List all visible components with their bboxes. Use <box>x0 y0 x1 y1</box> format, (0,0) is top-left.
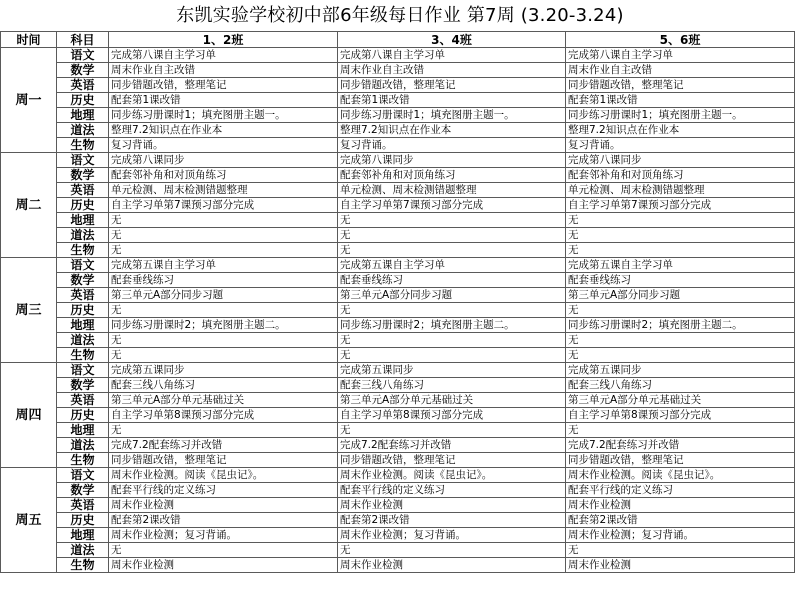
class-1-2-cell: 自主学习单第7课预习部分完成 <box>109 198 338 213</box>
class-5-6-cell: 配套第1课改错 <box>566 93 795 108</box>
class-1-2-cell: 配套三线八角练习 <box>109 378 338 393</box>
homework-body <box>1 48 795 573</box>
day-label: 周四 <box>1 363 57 468</box>
class-1-2-cell: 无 <box>109 333 338 348</box>
subject-cell: 地理 <box>57 108 109 123</box>
subject-cell: 地理 <box>57 528 109 543</box>
table-row <box>1 348 795 363</box>
subject-cell: 生物 <box>57 348 109 363</box>
class-3-4-cell: 无 <box>338 243 566 258</box>
table-row <box>1 48 795 63</box>
class-3-4-cell: 无 <box>338 333 566 348</box>
subject-cell: 道法 <box>57 543 109 558</box>
class-3-4-cell: 周末作业检测 <box>338 558 566 573</box>
subject-cell: 道法 <box>57 123 109 138</box>
class-5-6-cell: 配套第2课改错 <box>566 513 795 528</box>
subject-cell: 道法 <box>57 228 109 243</box>
subject-cell: 语文 <box>57 363 109 378</box>
class-5-6-cell: 复习背诵。 <box>566 138 795 153</box>
table-row <box>1 423 795 438</box>
class-5-6-cell: 周末作业检测；复习背诵。 <box>566 528 795 543</box>
subject-cell: 英语 <box>57 78 109 93</box>
class-1-2-cell: 复习背诵。 <box>109 138 338 153</box>
table-row <box>1 483 795 498</box>
subject-cell: 道法 <box>57 333 109 348</box>
class-3-4-cell: 无 <box>338 423 566 438</box>
table-row <box>1 393 795 408</box>
subject-cell: 英语 <box>57 183 109 198</box>
class-5-6-cell: 无 <box>566 228 795 243</box>
table-row <box>1 438 795 453</box>
class-5-6-cell: 同步错题改错，整理笔记 <box>566 453 795 468</box>
header-class-5-6: 5、6班 <box>566 32 795 48</box>
table-row <box>1 243 795 258</box>
table-row <box>1 543 795 558</box>
table-row <box>1 93 795 108</box>
class-5-6-cell: 完成7.2配套练习并改错 <box>566 438 795 453</box>
table-row <box>1 138 795 153</box>
class-3-4-cell: 无 <box>338 348 566 363</box>
class-3-4-cell: 同步练习册课时1；填充图册主题一。 <box>338 108 566 123</box>
class-5-6-cell: 周末作业检测 <box>566 558 795 573</box>
class-5-6-cell: 完成第八课自主学习单 <box>566 48 795 63</box>
class-5-6-cell: 配套邻补角和对顶角练习 <box>566 168 795 183</box>
table-row <box>1 183 795 198</box>
class-3-4-cell: 无 <box>338 213 566 228</box>
subject-cell: 语文 <box>57 258 109 273</box>
class-1-2-cell: 同步练习册课时2；填充图册主题二。 <box>109 318 338 333</box>
subject-cell: 数学 <box>57 378 109 393</box>
subject-cell: 地理 <box>57 213 109 228</box>
header-row <box>1 32 795 48</box>
subject-cell: 英语 <box>57 393 109 408</box>
page-title: 东凯实验学校初中部6年级每日作业 第7周 (3.20-3.24) <box>176 5 624 26</box>
class-1-2-cell: 周末作业检测 <box>109 498 338 513</box>
subject-cell: 英语 <box>57 498 109 513</box>
class-1-2-cell: 周末作业检测。阅读《昆虫记》。 <box>109 468 338 483</box>
class-1-2-cell: 无 <box>109 213 338 228</box>
class-5-6-cell: 完成第五课自主学习单 <box>566 258 795 273</box>
subject-cell: 数学 <box>57 273 109 288</box>
class-1-2-cell: 周末作业自主改错 <box>109 63 338 78</box>
table-row <box>1 303 795 318</box>
class-5-6-cell: 无 <box>566 543 795 558</box>
class-3-4-cell: 无 <box>338 228 566 243</box>
class-3-4-cell: 配套邻补角和对顶角练习 <box>338 168 566 183</box>
table-row <box>1 333 795 348</box>
table-row <box>1 153 795 168</box>
class-1-2-cell: 同步错题改错，整理笔记 <box>109 453 338 468</box>
homework-table <box>0 31 795 573</box>
subject-cell: 道法 <box>57 438 109 453</box>
class-3-4-cell: 配套第2课改错 <box>338 513 566 528</box>
class-1-2-cell: 周末作业检测；复习背诵。 <box>109 528 338 543</box>
class-1-2-cell: 无 <box>109 348 338 363</box>
class-1-2-cell: 无 <box>109 423 338 438</box>
subject-cell: 语文 <box>57 153 109 168</box>
class-3-4-cell: 自主学习单第8课预习部分完成 <box>338 408 566 423</box>
class-5-6-cell: 无 <box>566 213 795 228</box>
subject-cell: 历史 <box>57 303 109 318</box>
class-3-4-cell: 单元检测、周末检测错题整理 <box>338 183 566 198</box>
class-3-4-cell: 周末作业检测 <box>338 498 566 513</box>
subject-cell: 生物 <box>57 243 109 258</box>
class-3-4-cell: 周末作业检测；复习背诵。 <box>338 528 566 543</box>
subject-cell: 历史 <box>57 198 109 213</box>
table-row <box>1 168 795 183</box>
table-row <box>1 228 795 243</box>
class-5-6-cell: 无 <box>566 348 795 363</box>
table-row <box>1 108 795 123</box>
class-3-4-cell: 周末作业自主改错 <box>338 63 566 78</box>
table-row <box>1 198 795 213</box>
class-1-2-cell: 单元检测、周末检测错题整理 <box>109 183 338 198</box>
class-1-2-cell: 整理7.2知识点在作业本 <box>109 123 338 138</box>
table-row <box>1 123 795 138</box>
class-1-2-cell: 第三单元A部分同步习题 <box>109 288 338 303</box>
subject-cell: 生物 <box>57 558 109 573</box>
class-1-2-cell: 周末作业检测 <box>109 558 338 573</box>
class-5-6-cell: 周末作业自主改错 <box>566 63 795 78</box>
class-3-4-cell: 配套垂线练习 <box>338 273 566 288</box>
class-3-4-cell: 周末作业检测。阅读《昆虫记》。 <box>338 468 566 483</box>
header-time: 时间 <box>1 32 57 48</box>
class-1-2-cell: 无 <box>109 303 338 318</box>
class-1-2-cell: 完成第五课自主学习单 <box>109 258 338 273</box>
class-1-2-cell: 配套第2课改错 <box>109 513 338 528</box>
class-3-4-cell: 同步错题改错，整理笔记 <box>338 453 566 468</box>
table-row <box>1 498 795 513</box>
day-label: 周五 <box>1 468 57 573</box>
class-5-6-cell: 同步练习册课时2；填充图册主题二。 <box>566 318 795 333</box>
subject-cell: 历史 <box>57 408 109 423</box>
subject-cell: 数学 <box>57 168 109 183</box>
class-1-2-cell: 配套垂线练习 <box>109 273 338 288</box>
class-1-2-cell: 同步练习册课时1；填充图册主题一。 <box>109 108 338 123</box>
class-3-4-cell: 无 <box>338 303 566 318</box>
table-row <box>1 273 795 288</box>
class-5-6-cell: 周末作业检测。阅读《昆虫记》。 <box>566 468 795 483</box>
class-3-4-cell: 自主学习单第7课预习部分完成 <box>338 198 566 213</box>
class-1-2-cell: 配套第1课改错 <box>109 93 338 108</box>
subject-cell: 地理 <box>57 318 109 333</box>
table-row <box>1 63 795 78</box>
subject-cell: 语文 <box>57 468 109 483</box>
table-row <box>1 453 795 468</box>
day-label: 周三 <box>1 258 57 363</box>
table-row <box>1 213 795 228</box>
class-5-6-cell: 整理7.2知识点在作业本 <box>566 123 795 138</box>
class-3-4-cell: 完成第五课同步 <box>338 363 566 378</box>
subject-cell: 英语 <box>57 288 109 303</box>
class-1-2-cell: 配套平行线的定义练习 <box>109 483 338 498</box>
class-3-4-cell: 配套第1课改错 <box>338 93 566 108</box>
subject-cell: 数学 <box>57 483 109 498</box>
subject-cell: 数学 <box>57 63 109 78</box>
header-subject: 科目 <box>57 32 109 48</box>
class-3-4-cell: 完成第八课自主学习单 <box>338 48 566 63</box>
class-1-2-cell: 同步错题改错，整理笔记 <box>109 78 338 93</box>
class-5-6-cell: 第三单元A部分同步习题 <box>566 288 795 303</box>
class-1-2-cell: 第三单元A部分单元基础过关 <box>109 393 338 408</box>
class-1-2-cell: 无 <box>109 543 338 558</box>
table-row <box>1 378 795 393</box>
table-row <box>1 528 795 543</box>
table-row <box>1 468 795 483</box>
class-3-4-cell: 同步错题改错，整理笔记 <box>338 78 566 93</box>
class-5-6-cell: 自主学习单第7课预习部分完成 <box>566 198 795 213</box>
day-label: 周二 <box>1 153 57 258</box>
class-5-6-cell: 配套三线八角练习 <box>566 378 795 393</box>
class-3-4-cell: 第三单元A部分单元基础过关 <box>338 393 566 408</box>
class-5-6-cell: 完成第五课同步 <box>566 363 795 378</box>
subject-cell: 生物 <box>57 138 109 153</box>
class-1-2-cell: 完成第八课自主学习单 <box>109 48 338 63</box>
table-row <box>1 78 795 93</box>
table-row <box>1 318 795 333</box>
class-5-6-cell: 配套垂线练习 <box>566 273 795 288</box>
class-3-4-cell: 无 <box>338 543 566 558</box>
table-row <box>1 558 795 573</box>
class-3-4-cell: 完成第八课同步 <box>338 153 566 168</box>
class-3-4-cell: 配套三线八角练习 <box>338 378 566 393</box>
class-1-2-cell: 无 <box>109 228 338 243</box>
class-5-6-cell: 单元检测、周末检测错题整理 <box>566 183 795 198</box>
class-5-6-cell: 完成第八课同步 <box>566 153 795 168</box>
class-5-6-cell: 同步练习册课时1；填充图册主题一。 <box>566 108 795 123</box>
class-5-6-cell: 配套平行线的定义练习 <box>566 483 795 498</box>
table-row <box>1 363 795 378</box>
class-1-2-cell: 完成第八课同步 <box>109 153 338 168</box>
subject-cell: 历史 <box>57 93 109 108</box>
table-row <box>1 513 795 528</box>
class-3-4-cell: 复习背诵。 <box>338 138 566 153</box>
class-3-4-cell: 整理7.2知识点在作业本 <box>338 123 566 138</box>
class-1-2-cell: 配套邻补角和对顶角练习 <box>109 168 338 183</box>
class-5-6-cell: 无 <box>566 423 795 438</box>
subject-cell: 地理 <box>57 423 109 438</box>
class-3-4-cell: 第三单元A部分同步习题 <box>338 288 566 303</box>
class-1-2-cell: 无 <box>109 243 338 258</box>
header-class-3-4: 3、4班 <box>338 32 566 48</box>
class-1-2-cell: 完成第五课同步 <box>109 363 338 378</box>
class-5-6-cell: 无 <box>566 243 795 258</box>
day-label: 周一 <box>1 48 57 153</box>
class-5-6-cell: 同步错题改错，整理笔记 <box>566 78 795 93</box>
table-row <box>1 288 795 303</box>
class-5-6-cell: 第三单元A部分单元基础过关 <box>566 393 795 408</box>
subject-cell: 语文 <box>57 48 109 63</box>
class-5-6-cell: 周末作业检测 <box>566 498 795 513</box>
subject-cell: 生物 <box>57 453 109 468</box>
header-class-1-2: 1、2班 <box>109 32 338 48</box>
class-1-2-cell: 自主学习单第8课预习部分完成 <box>109 408 338 423</box>
class-3-4-cell: 同步练习册课时2；填充图册主题二。 <box>338 318 566 333</box>
table-row <box>1 258 795 273</box>
table-row <box>1 408 795 423</box>
class-5-6-cell: 无 <box>566 303 795 318</box>
class-5-6-cell: 自主学习单第8课预习部分完成 <box>566 408 795 423</box>
class-3-4-cell: 配套平行线的定义练习 <box>338 483 566 498</box>
class-3-4-cell: 完成第五课自主学习单 <box>338 258 566 273</box>
class-3-4-cell: 完成7.2配套练习并改错 <box>338 438 566 453</box>
class-1-2-cell: 完成7.2配套练习并改错 <box>109 438 338 453</box>
class-5-6-cell: 无 <box>566 333 795 348</box>
subject-cell: 历史 <box>57 513 109 528</box>
